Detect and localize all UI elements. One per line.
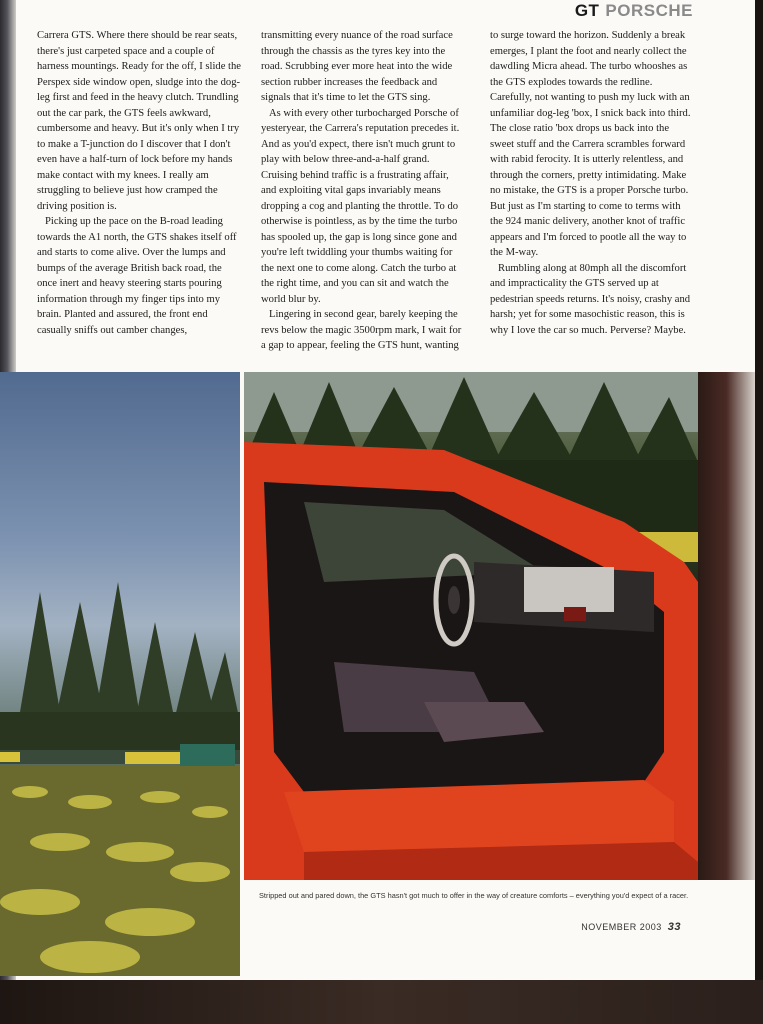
photo-caption: Stripped out and pared down, the GTS hasn't got much to offer in the way of creature comforts – everything you'd expect of a racer. <box>259 891 689 900</box>
scan-background <box>0 980 763 1024</box>
landscape-illustration <box>0 372 240 976</box>
issue-date: NOVEMBER 2003 <box>581 922 662 932</box>
paragraph: transmitting every nuance of the road surface through the chassis as the tyres key into the road. Scrubbing ever more heat into the wide section rubber increases the feedback and signals that it's time to let the GTS sing. <box>261 30 453 103</box>
photo-door-edge <box>698 372 755 880</box>
text-column-2 <box>261 28 466 354</box>
paragraph: to surge toward the horizon. Suddenly a break emerges, I plant the foot and nearly collect the dawdling Micra ahead. The turbo whooshes as the GTS explodes towards the redline. Carefully, not wanting to push my luck with an unfamiliar dog-leg 'box, I snick back into third. The close ratio 'box drops us back into the sweet stuff and the Carrera scrambles forward with rabid ferocity. It is utterly relentless, and through the corners, pretty intimidating. Make no mistake, the GTS is a proper Porsche turbo. But just as I'm starting to come to terms with the 924 manic delivery, another knot of traffic appears and I'm forced to pootle all the way to the M-way. <box>490 30 691 258</box>
header-brand: PORSCHE <box>605 1 693 20</box>
paragraph: As with every other turbocharged Porsche of yesteryear, the Carrera's reputation precedes it. And as you'd expect, there isn't much grunt to play with below three-and-a-half grand. Cruising behind traffic is a frustrating affair, and exploiting vital gaps invariably means dropping a cog and planting the throttle. To do otherwise is pointless, as by the time the turbo has spooled up, the gap is long since gone and you're left twiddling your thumbs waiting for the next one to come along. Catch the turbo at the right time, and you can sit and watch the world blur by. <box>261 107 460 305</box>
paragraph: Rumbling along at 80mph all the discomfort and impracticality the GTS served up at pedestrian speeds returns. It's noisy, crashy and harsh; yet for some masochistic reason, this is why I love the car so much. Perverse? Maybe. <box>490 262 691 336</box>
photo-track-landscape <box>0 372 240 976</box>
paragraph: Carrera GTS. Where there should be rear seats, there's just carpeted space and a couple of harness mountings. Ready for the off, I slide the Perspex side window open, sludge into the dog-leg first and feed in the heavy clutch. Trundling out the car park, the GTS feels awkward, cumbersome and heavy. But it's only when I try to make a T-junction do I discover that I don't even have a half-turn of lock before my hands make contact with my knees. I really am struggling to believe just how cramped the driving position is. <box>37 30 241 212</box>
text-column-3 <box>490 28 695 338</box>
page-number: 33 <box>667 921 681 933</box>
paragraph: Lingering in second gear, barely keeping the revs below the magic 3500rpm mark, I wait for a gap to appear, feeling the GTS hunt, wanting <box>261 309 462 351</box>
header-section: GT <box>574 1 600 20</box>
page-header <box>575 0 693 22</box>
paragraph: Picking up the pace on the B-road leading towards the A1 north, the GTS shakes itself off and starts to come alive. Over the lumps and bumps of the average British back road, the once inert and heavy steering starts pouring information through my finger tips into my brain. Planted and assured, the front end casually sniffs out camber changes, <box>37 216 237 336</box>
photo-car-interior <box>244 372 698 880</box>
text-column-1 <box>37 28 242 338</box>
car-interior-illustration <box>244 372 698 880</box>
page-folio <box>581 921 681 933</box>
